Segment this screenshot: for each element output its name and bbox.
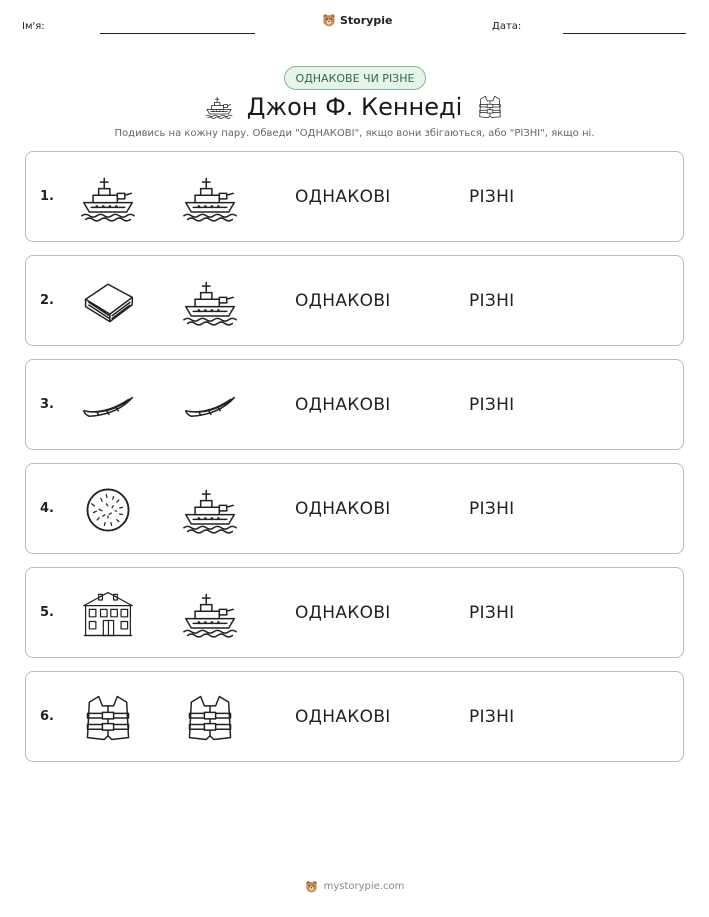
- exercise-row: [25, 255, 684, 346]
- title-row: [0, 93, 709, 121]
- same-option[interactable]: ОДНАКОВІ: [295, 395, 391, 415]
- book-icon: [80, 276, 136, 328]
- row-number: 6.: [40, 709, 54, 724]
- same-option[interactable]: ОДНАКОВІ: [295, 603, 391, 623]
- same-option[interactable]: ОДНАКОВІ: [295, 707, 391, 727]
- row-number: 3.: [40, 397, 54, 412]
- exercise-row: [25, 359, 684, 450]
- row-number: 4.: [40, 501, 54, 516]
- instructions: Подивись на кожну пару. Обведи "ОДНАКОВІ", якщо вони збігаються, або "РІЗНІ", якщо ні.: [114, 128, 595, 139]
- life-vest-icon: [80, 692, 136, 744]
- different-option[interactable]: РІЗНІ: [469, 291, 515, 311]
- coconut-icon: [80, 484, 136, 536]
- different-option[interactable]: РІЗНІ: [469, 499, 515, 519]
- name-label: Ім'я:: [22, 21, 45, 32]
- footer: [0, 880, 709, 893]
- life-vest-icon: [182, 692, 238, 744]
- house-icon: [80, 588, 136, 640]
- date-line: [563, 33, 686, 34]
- different-option[interactable]: РІЗНІ: [469, 395, 515, 415]
- life-vest-icon: [476, 93, 504, 121]
- brand-name: Storypie: [340, 13, 393, 27]
- page-title: Джон Ф. Кеннеді: [246, 93, 463, 121]
- ship-icon: [182, 484, 238, 536]
- exercise-row: [25, 567, 684, 658]
- worksheet-type-badge: ОДНАКОВЕ ЧИ РІЗНЕ: [284, 66, 426, 90]
- canoe-icon: [80, 380, 136, 432]
- brand-logo: [322, 13, 392, 27]
- ship-icon: [80, 172, 136, 224]
- different-option[interactable]: РІЗНІ: [469, 707, 515, 727]
- ship-icon: [182, 588, 238, 640]
- bear-logo-icon: [305, 880, 318, 893]
- ship-icon: [182, 172, 238, 224]
- same-option[interactable]: ОДНАКОВІ: [295, 291, 391, 311]
- footer-url: mystorypie.com: [323, 881, 405, 892]
- canoe-icon: [182, 380, 238, 432]
- ship-icon: [205, 95, 233, 119]
- exercise-row: [25, 463, 684, 554]
- row-number: 5.: [40, 605, 54, 620]
- exercise-row: [25, 151, 684, 242]
- ship-icon: [182, 276, 238, 328]
- row-number: 2.: [40, 293, 54, 308]
- row-number: 1.: [40, 189, 54, 204]
- date-label: Дата:: [492, 21, 522, 32]
- same-option[interactable]: ОДНАКОВІ: [295, 187, 391, 207]
- same-option[interactable]: ОДНАКОВІ: [295, 499, 391, 519]
- different-option[interactable]: РІЗНІ: [469, 187, 515, 207]
- exercise-row: [25, 671, 684, 762]
- different-option[interactable]: РІЗНІ: [469, 603, 515, 623]
- bear-logo-icon: [322, 13, 336, 27]
- name-line: [100, 33, 255, 34]
